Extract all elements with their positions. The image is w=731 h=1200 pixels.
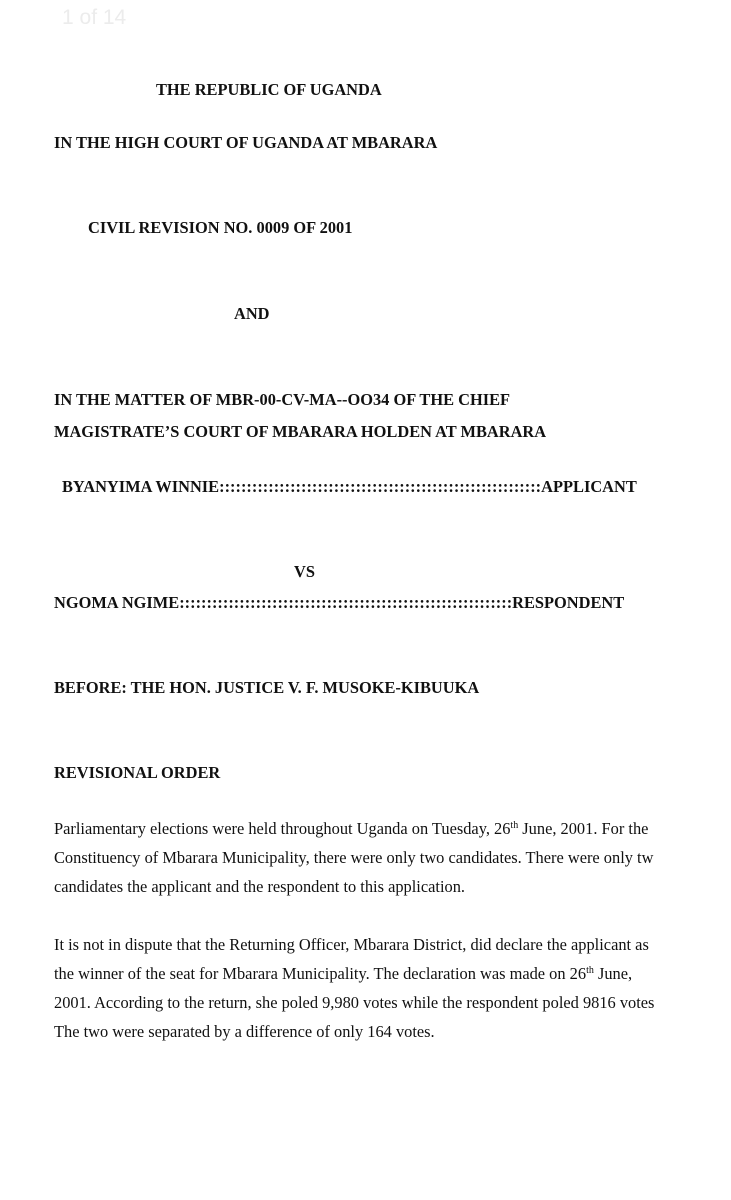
paragraph-1-line-1 xyxy=(54,814,730,843)
versus: VS xyxy=(294,562,315,581)
matter-line-2: MAGISTRATE’S COURT OF MBARARA HOLDEN AT MBARARA xyxy=(54,422,547,441)
paragraph-1-line-3: candidates the applicant and the respondent to this application. xyxy=(54,877,466,896)
before-judge-text: BEFORE: THE HON. JUSTICE V. F. MUSOKE-KIBUUKA xyxy=(54,678,480,697)
p2-text-a: the winner of the seat for Mbarara Municipality. The declaration was made on 26 xyxy=(54,964,587,983)
respondent-line: NGOMA NGIME:::::::::::::::::::::::::::::::::::::::::::::::::::::::::::::RESPONDENT xyxy=(54,593,625,612)
before-judge xyxy=(54,680,479,696)
p1-text-b: June, 2001. For the xyxy=(518,819,649,838)
p2-text-b: June, xyxy=(593,964,633,983)
paragraph-1 xyxy=(54,814,730,901)
p2-ordinal: th xyxy=(586,965,594,976)
court-heading: IN THE HIGH COURT OF UGANDA AT MBARARA xyxy=(54,133,438,152)
republic-heading: THE REPUBLIC OF UGANDA xyxy=(156,80,382,99)
p1-ordinal: th xyxy=(510,820,519,831)
p1-text-a: Parliamentary elections were held throughout Uganda on Tuesday, 26 xyxy=(54,819,511,838)
and-connector: AND xyxy=(234,304,270,323)
case-number: CIVIL REVISION NO. 0009 OF 2001 xyxy=(88,218,353,237)
paragraph-2-line-4: The two were separated by a difference of only 164 votes. xyxy=(54,1022,435,1041)
paragraph-1-line-2: Constituency of Mbarara Municipality, there were only two candidates. There were only tw xyxy=(54,848,654,867)
matter-line-1: IN THE MATTER OF MBR-00-CV-MA--OO34 OF THE CHIEF xyxy=(54,390,511,409)
page-indicator: 1 of 14 xyxy=(62,6,127,29)
paragraph-2 xyxy=(54,930,730,1046)
paragraph-2-line-2 xyxy=(54,959,730,988)
paragraph-2-line-1: It is not in dispute that the Returning Officer, Mbarara District, did declare the applicant as xyxy=(54,935,649,954)
paragraph-2-line-3: 2001. According to the return, she poled 9,980 votes while the respondent poled 9816 votes xyxy=(54,993,655,1012)
order-heading: REVISIONAL ORDER xyxy=(54,763,221,782)
applicant-line: BYANYIMA WINNIE:::::::::::::::::::::::::::::::::::::::::::::::::::::::::::APPLICANT xyxy=(62,477,637,496)
